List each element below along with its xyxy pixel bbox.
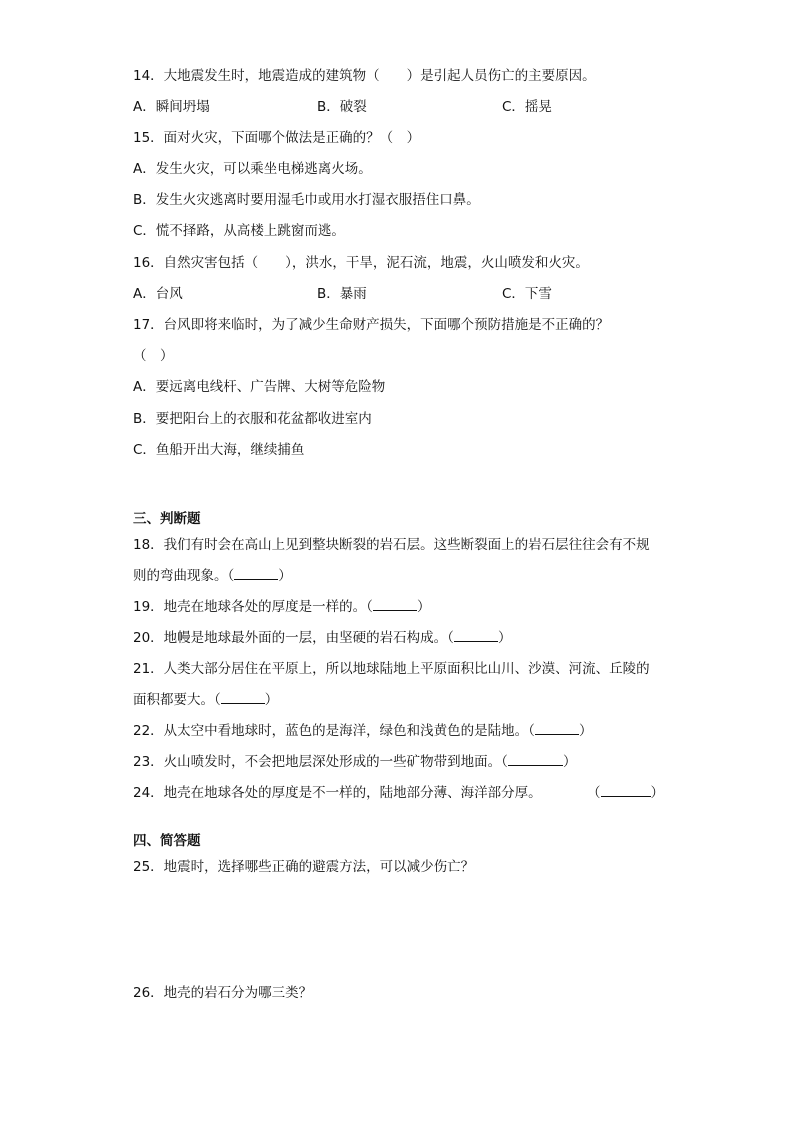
- question-16-option-a: A．台风: [133, 286, 183, 302]
- bracket-open: （: [587, 785, 601, 801]
- question-17-stem: 17．台风即将来临时，为了减少生命财产损失，下面哪个预防措施是不正确的？: [133, 317, 610, 333]
- bracket-close: ）: [562, 754, 577, 770]
- question-19-text: 19．地壳在地球各处的厚度是一样的。（: [133, 599, 373, 615]
- question-21-text: 面积都要大。（: [133, 692, 221, 708]
- question-17-option-a: A．要远离电线杆、广告牌、大树等危险物: [133, 379, 386, 395]
- question-14-option-c: C．摇晃: [502, 99, 552, 115]
- question-15-option-c: C．慌不择路，从高楼上跳窗而逃。: [133, 223, 345, 239]
- question-22-text: 22．从太空中看地球时，蓝色的是海洋，绿色和浅黄色的是陆地。（: [133, 723, 535, 739]
- question-20-text: 20．地幔是地球最外面的一层，由坚硬的岩石构成。（: [133, 630, 454, 646]
- question-16-stem: 16．自然灾害包括（ ），洪水，干旱，泥石流，地震，火山喷发和火灾。: [133, 255, 589, 271]
- section-4-heading: 四、简答题: [133, 833, 201, 849]
- question-15-stem: 15．面对火灾，下面哪个做法是正确的？（ ）: [133, 130, 421, 146]
- question-16-option-b: B．暴雨: [317, 286, 367, 302]
- answer-blank[interactable]: [221, 690, 265, 704]
- question-14-stem: 14．大地震发生时，地震造成的建筑物（ ）是引起人员伤亡的主要原因。: [133, 68, 596, 84]
- question-23: [133, 752, 576, 772]
- question-14-option-a: A．瞬间坍塌: [133, 99, 210, 115]
- question-20: [133, 628, 511, 648]
- answer-blank[interactable]: [508, 752, 563, 766]
- question-24-text: 24．地壳在地球各处的厚度是不一样的，陆地部分薄、海洋部分厚。: [133, 785, 542, 801]
- section-3-heading: 三、判断题: [133, 511, 201, 527]
- question-24: [133, 783, 542, 803]
- question-21-line2: [133, 690, 278, 710]
- bracket-close: ）: [497, 630, 512, 646]
- question-18-text: 则的弯曲现象。（: [133, 568, 235, 584]
- question-19: [133, 597, 430, 617]
- bracket-close: ）: [578, 723, 593, 739]
- question-17-option-b: B．要把阳台上的衣服和花盆都收进室内: [133, 411, 372, 427]
- answer-blank[interactable]: [454, 628, 498, 642]
- question-18-line2: [133, 566, 292, 586]
- answer-blank[interactable]: [373, 597, 417, 611]
- question-17-stem-bracket: （ ）: [133, 348, 174, 364]
- bracket-close: ）: [650, 785, 664, 801]
- bracket-close: ）: [264, 692, 279, 708]
- question-22: [133, 721, 592, 741]
- question-15-option-b: B．发生火灾逃离时要用湿毛巾或用水打湿衣服捂住口鼻。: [133, 192, 480, 208]
- bracket-close: ）: [278, 568, 292, 584]
- question-23-text: 23．火山喷发时，不会把地层深处形成的一些矿物带到地面。（: [133, 754, 508, 770]
- question-14-option-b: B．破裂: [317, 99, 367, 115]
- answer-blank[interactable]: [535, 721, 579, 735]
- question-18-line1: 18．我们有时会在高山上见到整块断裂的岩石层。这些断裂面上的岩石层往往会有不规: [133, 537, 650, 553]
- question-17-option-c: C．鱼船开出大海，继续捕鱼: [133, 442, 305, 458]
- answer-blank[interactable]: [601, 783, 651, 797]
- question-26: 26．地壳的岩石分为哪三类？: [133, 985, 313, 1001]
- question-16-option-c: C．下雪: [502, 286, 552, 302]
- question-21-line1: 21．人类大部分居住在平原上，所以地球陆地上平原面积比山川、沙漠、河流、丘陵的: [133, 661, 650, 677]
- question-24-answer: [587, 783, 664, 803]
- bracket-close: ）: [416, 599, 431, 615]
- question-15-option-a: A．发生火灾，可以乘坐电梯逃离火场。: [133, 161, 372, 177]
- question-25: 25．地震时，选择哪些正确的避震方法，可以减少伤亡？: [133, 859, 475, 875]
- answer-blank[interactable]: [234, 566, 278, 580]
